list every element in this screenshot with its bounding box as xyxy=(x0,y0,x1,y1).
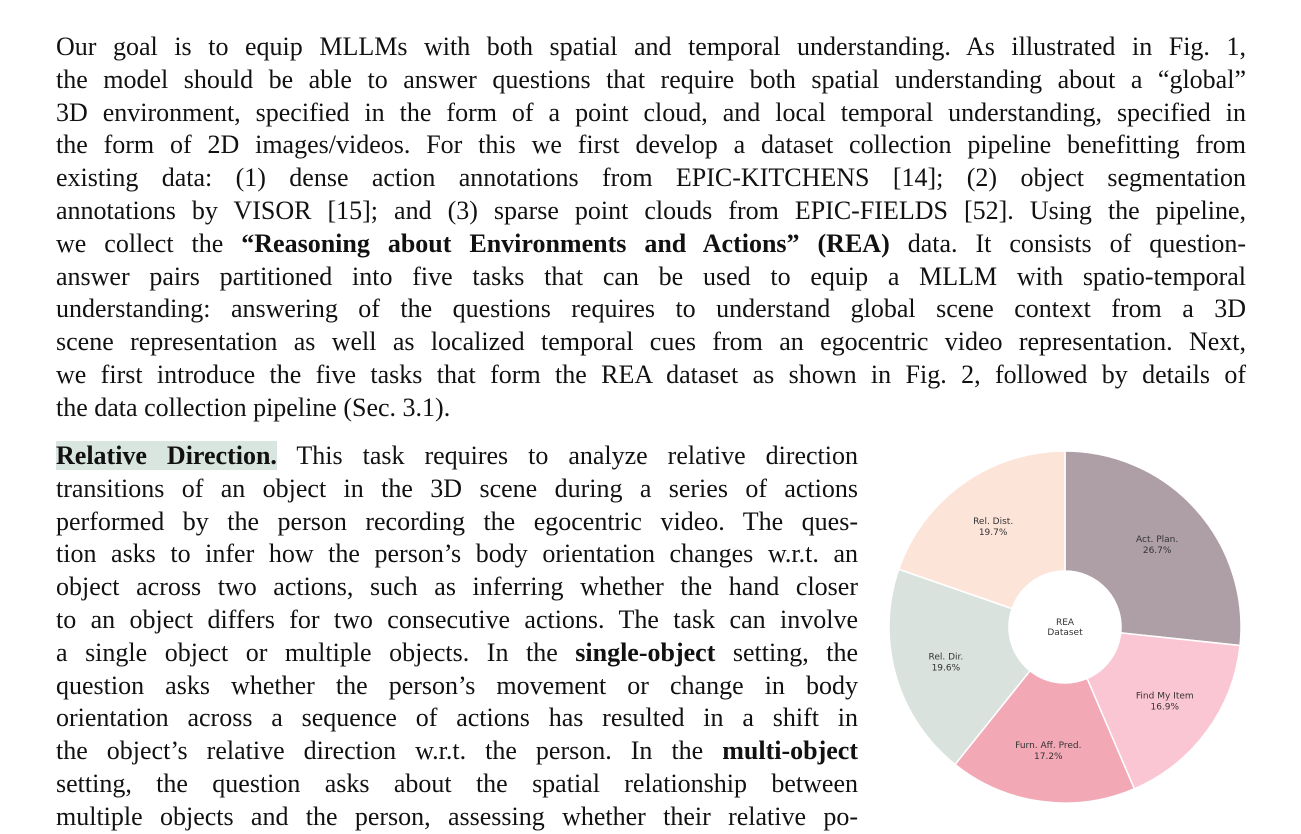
text-line: understanding: answering of the questions requires to understand global scene context from a 3D xyxy=(56,294,1246,324)
text-line: to an object differs for two consecutive actions. The task can involve xyxy=(56,604,858,634)
text-line: multiple objects and the person, assessing whether their relative po- xyxy=(56,801,858,831)
rea-dataset-donut-chart xyxy=(880,442,1250,812)
text-line: Our goal is to equip MLLMs with both spatial and temporal understanding. As illustrated in Fig. 1, xyxy=(56,32,1246,61)
text-line: transitions of an object in the 3D scene during a series of actions xyxy=(56,473,858,503)
slice-label: Rel. Dir. 19.6% xyxy=(928,652,964,674)
slice-label: Act. Plan. 26.7% xyxy=(1136,535,1179,557)
text-line: we collect the “Reasoning about Environments and Actions” (REA) data. It consists of question- xyxy=(56,228,1247,258)
dataset-name-rea: “Reasoning about Environments and Actions” (REA) xyxy=(241,228,890,258)
text-line: object across two actions, such as inferring whether the hand closer xyxy=(56,572,858,602)
donut-center-label: REA Dataset xyxy=(1047,618,1083,638)
text-line: orientation across a sequence of actions has resulted in a shift in xyxy=(56,703,858,733)
term-single-object: single-object xyxy=(575,637,716,667)
text-line: setting, the question asks about the spatial relationship between xyxy=(56,768,858,798)
text-line: answer pairs partitioned into five tasks that can be used to equip a MLLM with spatio-temporal xyxy=(56,261,1246,291)
slice-label: Rel. Dist. 19.7% xyxy=(973,516,1014,538)
slice-label: Furn. Aff. Pred. 17.2% xyxy=(1015,740,1082,762)
text-line: existing data: (1) dense action annotations from EPIC-KITCHENS [14]; (2) object segmentation xyxy=(56,163,1246,193)
text-line: the form of 2D images/videos. For this we first develop a dataset collection pipeline benefitting from xyxy=(56,130,1246,160)
section-heading-relative-direction: Relative Direction. xyxy=(56,441,277,470)
text-line: the model should be able to answer questions that require both spatial understanding about a “global” xyxy=(56,64,1246,94)
text-line: performed by the person recording the egocentric video. The ques- xyxy=(56,506,858,536)
text-line: scene representation as well as localized temporal cues from an egocentric video representation. Next, xyxy=(56,327,1246,357)
text-line: we first introduce the five tasks that form the REA dataset as shown in Fig. 2, followed by details of xyxy=(56,359,1246,389)
text-line: annotations by VISOR [15]; and (3) sparse point clouds from EPIC-FIELDS [52]. Using the pipeline, xyxy=(56,195,1246,225)
text-line: 3D environment, specified in the form of a point cloud, and local temporal understanding, specified in xyxy=(56,97,1246,127)
slice-label: Find My Item 16.9% xyxy=(1135,691,1194,713)
relative-direction-paragraph: Relative Direction. This task requires to analyze relative direction transitions of an object in the 3D scene during a series of actions performed by the person recording the egocentric video. The ques- tion asks to infer how the person’s body orientation changes w.r.t. an object across two actions, such as inferring whether the hand closer to an object differs for two consecutive actions. The task can involve a single object or multiple objects. In the single-object setting, the question asks whether the person’s movement or change in body orientation across a sequence of actions has resulted in a shift in the object’s relative direction w.r.t. the person. In the multi-object setting, the question asks about the spatial relationship between multiple objects and the person, assessing whether their relative po- xyxy=(56,440,858,834)
intro-paragraph xyxy=(56,31,1246,425)
text-line: question asks whether the person’s movement or change in body xyxy=(56,670,858,700)
text-line: the data collection pipeline (Sec. 3.1). xyxy=(56,392,451,422)
term-multi-object: multi-object xyxy=(722,736,858,766)
text-line: tion asks to infer how the person’s body orientation changes w.r.t. an xyxy=(56,539,858,569)
